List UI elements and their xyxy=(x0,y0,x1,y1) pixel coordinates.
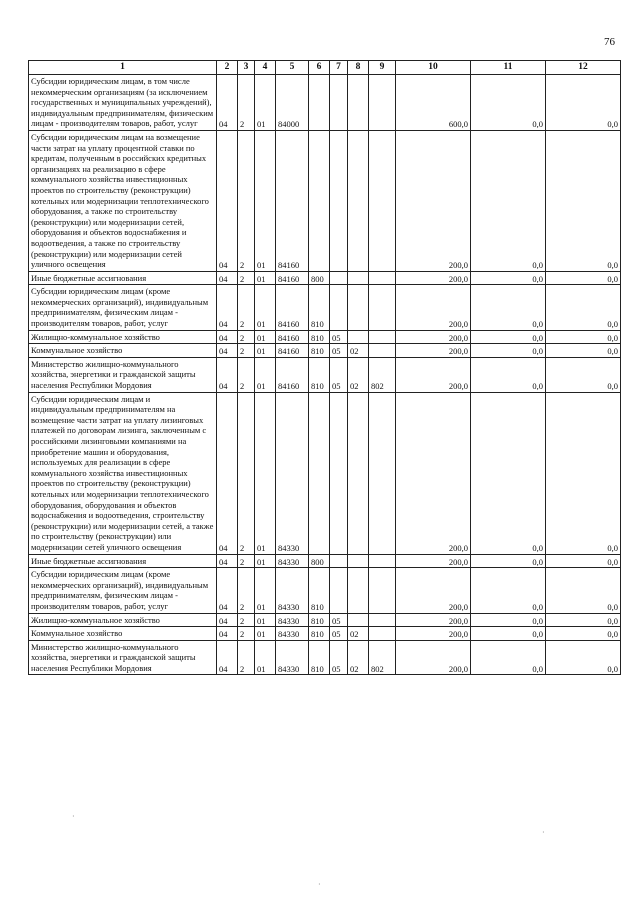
row-cell-c8 xyxy=(348,130,369,271)
row-cell-c4: 01 xyxy=(255,75,276,131)
row-cell-c10: 200,0 xyxy=(396,627,471,641)
row-cell-c7 xyxy=(330,392,348,554)
row-cell-c3: 2 xyxy=(238,357,255,392)
column-header-3: 3 xyxy=(238,61,255,75)
row-cell-c4: 01 xyxy=(255,344,276,358)
row-cell-c12: 0,0 xyxy=(546,75,621,131)
row-cell-c6 xyxy=(309,130,330,271)
row-cell-c8 xyxy=(348,285,369,330)
row-cell-c10: 200,0 xyxy=(396,392,471,554)
column-header-4: 4 xyxy=(255,61,276,75)
row-name: Субсидии юридическим лицам (кроме некоммерческих организаций), индивидуальным предпринимателям, физическим лицам - производителям товаров, работ, услуг xyxy=(29,568,217,613)
row-cell-c6: 800 xyxy=(309,554,330,568)
row-cell-c10: 200,0 xyxy=(396,344,471,358)
row-cell-c4: 01 xyxy=(255,130,276,271)
row-cell-c8 xyxy=(348,271,369,285)
row-cell-c5: 84330 xyxy=(276,554,309,568)
row-cell-c6: 810 xyxy=(309,285,330,330)
row-cell-c10: 200,0 xyxy=(396,357,471,392)
column-header-1: 1 xyxy=(29,61,217,75)
row-cell-c5: 84330 xyxy=(276,640,309,675)
row-cell-c6: 810 xyxy=(309,330,330,344)
row-cell-c6: 810 xyxy=(309,568,330,613)
column-header-7: 7 xyxy=(330,61,348,75)
row-cell-c11: 0,0 xyxy=(471,130,546,271)
row-cell-c9: 802 xyxy=(369,640,396,675)
row-cell-c2: 04 xyxy=(217,627,238,641)
row-cell-c11: 0,0 xyxy=(471,285,546,330)
row-cell-c4: 01 xyxy=(255,568,276,613)
row-cell-c10: 200,0 xyxy=(396,285,471,330)
row-cell-c7: 05 xyxy=(330,627,348,641)
row-cell-c12: 0,0 xyxy=(546,271,621,285)
row-cell-c2: 04 xyxy=(217,357,238,392)
row-cell-c10: 200,0 xyxy=(396,130,471,271)
row-cell-c8: 02 xyxy=(348,627,369,641)
column-header-9: 9 xyxy=(369,61,396,75)
row-cell-c6: 810 xyxy=(309,344,330,358)
row-cell-c5: 84160 xyxy=(276,357,309,392)
row-cell-c11: 0,0 xyxy=(471,568,546,613)
row-cell-c3: 2 xyxy=(238,627,255,641)
row-cell-c11: 0,0 xyxy=(471,75,546,131)
row-cell-c10: 200,0 xyxy=(396,613,471,627)
table-row xyxy=(29,568,621,613)
row-cell-c8 xyxy=(348,75,369,131)
row-cell-c3: 2 xyxy=(238,75,255,131)
row-cell-c10: 200,0 xyxy=(396,640,471,675)
scan-speck: · xyxy=(318,880,321,889)
column-header-10: 10 xyxy=(396,61,471,75)
row-cell-c10: 200,0 xyxy=(396,330,471,344)
row-cell-c7: 05 xyxy=(330,357,348,392)
scan-speck: · xyxy=(72,812,75,821)
row-cell-c3: 2 xyxy=(238,130,255,271)
row-cell-c4: 01 xyxy=(255,285,276,330)
row-cell-c12: 0,0 xyxy=(546,640,621,675)
row-cell-c9 xyxy=(369,613,396,627)
row-name: Субсидии юридическим лицам на возмещение части затрат на уплату процентной ставки по кредитам, полученным в российских кредитных организациях на реализацию в сфере коммунального хозяйства инвестиционных проектов по строительству (реконструкции) котельных или модернизации теплотехнического оборудования, а также по строительству (реконструкции) или модернизации сетей, оборудования и объектов водоснабжения и водоотведения, а также по строительству (реконструкции) или модернизации сетей уличного освещения xyxy=(29,130,217,271)
row-cell-c11: 0,0 xyxy=(471,613,546,627)
row-cell-c2: 04 xyxy=(217,392,238,554)
table-row xyxy=(29,640,621,675)
row-cell-c12: 0,0 xyxy=(546,285,621,330)
row-cell-c2: 04 xyxy=(217,554,238,568)
row-cell-c8 xyxy=(348,392,369,554)
row-name: Коммунальное хозяйство xyxy=(29,627,217,641)
table-row xyxy=(29,554,621,568)
row-cell-c11: 0,0 xyxy=(471,640,546,675)
row-cell-c10: 200,0 xyxy=(396,554,471,568)
table-row xyxy=(29,613,621,627)
table-row xyxy=(29,271,621,285)
row-name: Субсидии юридическим лицам (кроме некоммерческих организаций), индивидуальным предпринимателям, физическим лицам - производителям товаров, работ, услуг xyxy=(29,285,217,330)
header-row xyxy=(29,61,621,75)
row-cell-c11: 0,0 xyxy=(471,357,546,392)
row-cell-c12: 0,0 xyxy=(546,613,621,627)
row-cell-c2: 04 xyxy=(217,344,238,358)
row-name: Иные бюджетные ассигнования xyxy=(29,554,217,568)
row-cell-c8: 02 xyxy=(348,357,369,392)
row-cell-c8 xyxy=(348,613,369,627)
row-cell-c5: 84160 xyxy=(276,344,309,358)
row-cell-c6: 810 xyxy=(309,640,330,675)
row-cell-c3: 2 xyxy=(238,285,255,330)
row-cell-c2: 04 xyxy=(217,640,238,675)
row-cell-c10: 200,0 xyxy=(396,568,471,613)
row-cell-c11: 0,0 xyxy=(471,330,546,344)
row-cell-c3: 2 xyxy=(238,640,255,675)
row-cell-c5: 84160 xyxy=(276,285,309,330)
row-cell-c9 xyxy=(369,344,396,358)
row-cell-c12: 0,0 xyxy=(546,554,621,568)
table-row xyxy=(29,285,621,330)
row-cell-c7: 05 xyxy=(330,330,348,344)
table-row xyxy=(29,130,621,271)
row-cell-c9 xyxy=(369,130,396,271)
row-cell-c2: 04 xyxy=(217,330,238,344)
row-cell-c2: 04 xyxy=(217,568,238,613)
row-cell-c4: 01 xyxy=(255,330,276,344)
row-cell-c3: 2 xyxy=(238,568,255,613)
row-cell-c8: 02 xyxy=(348,344,369,358)
row-cell-c4: 01 xyxy=(255,613,276,627)
column-header-2: 2 xyxy=(217,61,238,75)
table-body xyxy=(29,75,621,675)
row-cell-c5: 84330 xyxy=(276,568,309,613)
row-cell-c11: 0,0 xyxy=(471,271,546,285)
row-cell-c8 xyxy=(348,568,369,613)
row-cell-c7 xyxy=(330,568,348,613)
column-header-5: 5 xyxy=(276,61,309,75)
row-cell-c9 xyxy=(369,554,396,568)
row-cell-c5: 84330 xyxy=(276,392,309,554)
row-name: Иные бюджетные ассигнования xyxy=(29,271,217,285)
row-cell-c2: 04 xyxy=(217,271,238,285)
row-cell-c2: 04 xyxy=(217,285,238,330)
row-cell-c12: 0,0 xyxy=(546,568,621,613)
row-cell-c6: 800 xyxy=(309,271,330,285)
row-cell-c3: 2 xyxy=(238,392,255,554)
row-cell-c2: 04 xyxy=(217,130,238,271)
row-name: Коммунальное хозяйство xyxy=(29,344,217,358)
row-cell-c6: 810 xyxy=(309,627,330,641)
row-cell-c7 xyxy=(330,130,348,271)
row-cell-c10: 200,0 xyxy=(396,271,471,285)
row-cell-c4: 01 xyxy=(255,640,276,675)
row-cell-c8 xyxy=(348,330,369,344)
row-cell-c9 xyxy=(369,75,396,131)
row-cell-c11: 0,0 xyxy=(471,627,546,641)
row-cell-c7: 05 xyxy=(330,344,348,358)
row-cell-c2: 04 xyxy=(217,75,238,131)
column-header-6: 6 xyxy=(309,61,330,75)
row-cell-c4: 01 xyxy=(255,271,276,285)
row-cell-c9: 802 xyxy=(369,357,396,392)
row-cell-c5: 84160 xyxy=(276,130,309,271)
scan-speck: · xyxy=(542,828,545,837)
row-cell-c7: 05 xyxy=(330,613,348,627)
row-cell-c7: 05 xyxy=(330,640,348,675)
row-cell-c4: 01 xyxy=(255,357,276,392)
row-cell-c2: 04 xyxy=(217,613,238,627)
row-cell-c7 xyxy=(330,285,348,330)
row-cell-c7 xyxy=(330,554,348,568)
row-cell-c11: 0,0 xyxy=(471,554,546,568)
row-cell-c12: 0,0 xyxy=(546,330,621,344)
row-cell-c12: 0,0 xyxy=(546,357,621,392)
row-cell-c5: 84330 xyxy=(276,613,309,627)
row-cell-c6: 810 xyxy=(309,357,330,392)
row-cell-c3: 2 xyxy=(238,613,255,627)
row-cell-c5: 84000 xyxy=(276,75,309,131)
row-cell-c9 xyxy=(369,568,396,613)
row-cell-c11: 0,0 xyxy=(471,392,546,554)
row-cell-c12: 0,0 xyxy=(546,627,621,641)
row-name: Министерство жилищно-коммунального хозяйства, энергетики и гражданской защиты населения Республики Мордовия xyxy=(29,357,217,392)
table-row xyxy=(29,330,621,344)
column-header-11: 11 xyxy=(471,61,546,75)
row-cell-c6 xyxy=(309,75,330,131)
row-cell-c5: 84160 xyxy=(276,271,309,285)
row-cell-c7 xyxy=(330,271,348,285)
column-header-12: 12 xyxy=(546,61,621,75)
table-row xyxy=(29,344,621,358)
table-row xyxy=(29,392,621,554)
row-cell-c4: 01 xyxy=(255,554,276,568)
row-cell-c9 xyxy=(369,627,396,641)
table-row xyxy=(29,357,621,392)
row-cell-c3: 2 xyxy=(238,271,255,285)
row-name: Жилищно-коммунальное хозяйство xyxy=(29,613,217,627)
row-name: Жилищно-коммунальное хозяйство xyxy=(29,330,217,344)
row-cell-c7 xyxy=(330,75,348,131)
page-number: 76 xyxy=(604,36,615,48)
row-cell-c3: 2 xyxy=(238,344,255,358)
row-cell-c9 xyxy=(369,271,396,285)
column-header-8: 8 xyxy=(348,61,369,75)
row-cell-c3: 2 xyxy=(238,330,255,344)
row-cell-c12: 0,0 xyxy=(546,130,621,271)
row-cell-c3: 2 xyxy=(238,554,255,568)
row-cell-c6: 810 xyxy=(309,613,330,627)
row-cell-c9 xyxy=(369,285,396,330)
row-cell-c4: 01 xyxy=(255,392,276,554)
row-cell-c8: 02 xyxy=(348,640,369,675)
row-cell-c6 xyxy=(309,392,330,554)
row-cell-c5: 84160 xyxy=(276,330,309,344)
row-cell-c5: 84330 xyxy=(276,627,309,641)
row-cell-c12: 0,0 xyxy=(546,392,621,554)
row-name: Субсидии юридическим лицам и индивидуальным предпринимателям на возмещение части затрат на уплату лизинговых платежей по договорам лизинга, заключенным с российскими лизинговыми компаниями на приобретение машин и оборудования, используемых для реализации в сфере коммунального хозяйства инвестиционных проектов по строительству (реконструкции) котельных или модернизации теплотехнического оборудования, оборудования и объектов водоснабжения и водоотведения, строительству (реконструкции) или модернизации сетей, а также по строительству (реконструкции) или модернизации сетей уличного освещения xyxy=(29,392,217,554)
row-cell-c4: 01 xyxy=(255,627,276,641)
row-name: Субсидии юридическим лицам, в том числе некоммерческим организациям (за исключением государственных и муниципальных учреждений), индивидуальным предпринимателям, физическим лицам - производителям товаров, работ, услуг xyxy=(29,75,217,131)
row-cell-c9 xyxy=(369,330,396,344)
row-name: Министерство жилищно-коммунального хозяйства, энергетики и гражданской защиты населения Республики Мордовия xyxy=(29,640,217,675)
row-cell-c8 xyxy=(348,554,369,568)
row-cell-c12: 0,0 xyxy=(546,344,621,358)
row-cell-c9 xyxy=(369,392,396,554)
budget-table xyxy=(28,60,621,675)
row-cell-c10: 600,0 xyxy=(396,75,471,131)
row-cell-c11: 0,0 xyxy=(471,344,546,358)
table-row xyxy=(29,627,621,641)
table-row xyxy=(29,75,621,131)
